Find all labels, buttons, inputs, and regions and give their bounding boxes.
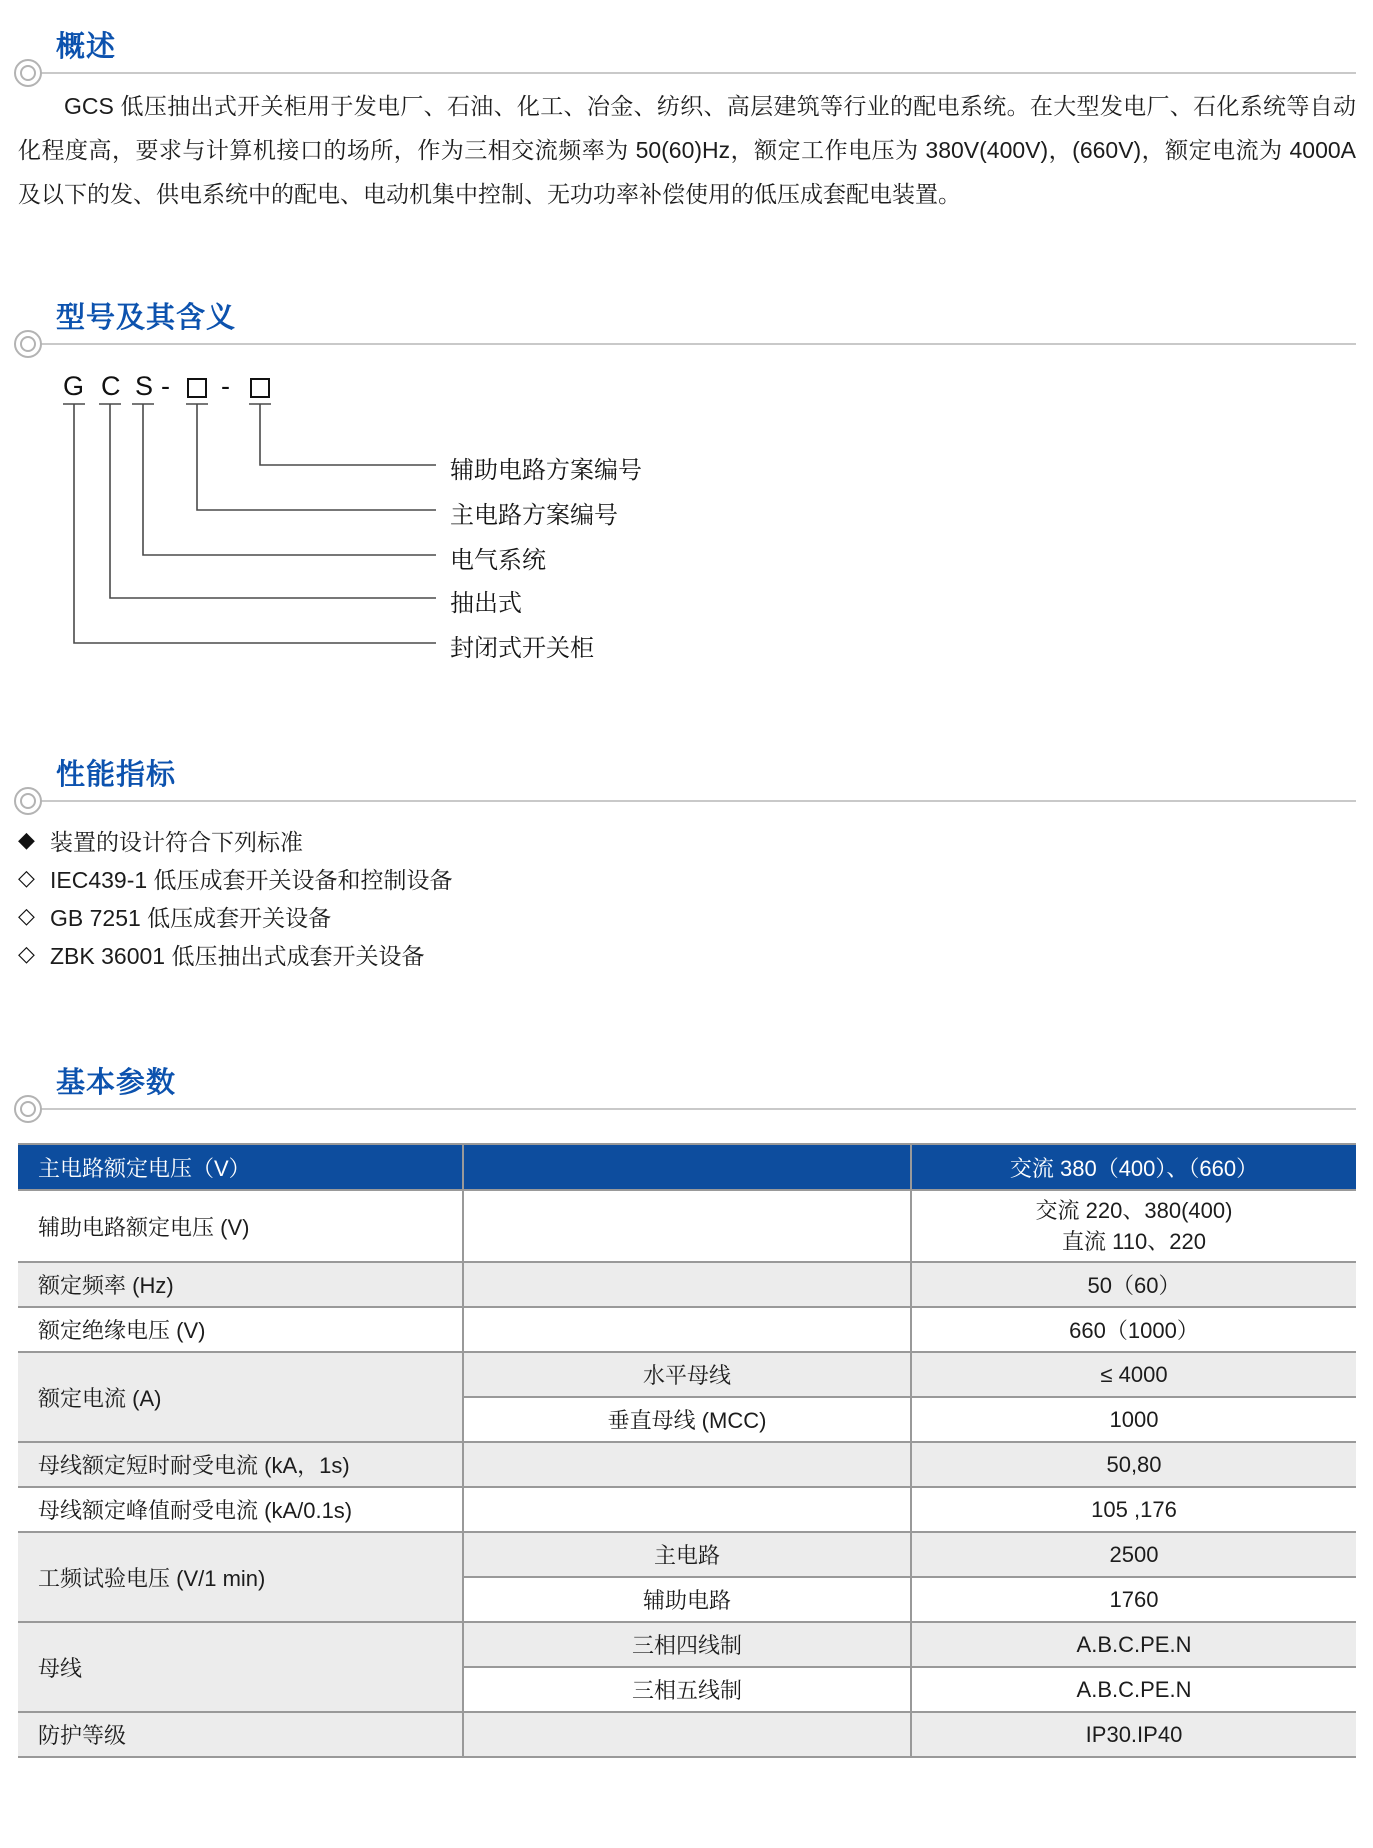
section-parameters-header <box>0 1066 1373 1124</box>
model-letter-s: S <box>135 371 154 401</box>
model-dash: - <box>161 371 170 401</box>
overview-paragraph: GCS 低压抽出式开关柜用于发电厂、石油、化工、冶金、纺织、高层建筑等行业的配电系统。在大型发电厂、石化系统等自动化程度高，要求与计算机接口的场所，作为三相交流频率为 50(60)Hz，额定工作电压为 380V(400V)，(660V)，额定电流为 4000A 及以下的发、供电系统中的配电、电动机集中控制、无功功率补偿使用的低压成套配电装置。 <box>18 93 1356 207</box>
table-row-protection <box>18 1712 1356 1757</box>
model-dash: - <box>221 371 230 401</box>
param-name-cell: 额定绝缘电压 (V) <box>18 1307 463 1352</box>
section-overview-header <box>0 30 1373 88</box>
section-rule-row <box>0 329 1373 359</box>
basic-parameters-table <box>18 1143 1356 1758</box>
diagram-label-drawout: 抽出式 <box>450 590 522 617</box>
param-value-line: 直流 110、220 <box>1062 1229 1206 1254</box>
bullet-item <box>18 935 1356 973</box>
param-name-cell: 主电路额定电压（V） <box>18 1144 463 1190</box>
model-letter-c: C <box>101 371 121 401</box>
table-row-rated-current-horizontal <box>18 1352 1356 1397</box>
section-title-overview: 概述 <box>56 31 117 63</box>
diagram-label-aux-scheme: 辅助电路方案编号 <box>450 457 642 484</box>
ring-inner-icon <box>20 65 36 81</box>
diagram-label-electrical: 电气系统 <box>450 547 546 574</box>
section-rule-row <box>0 1094 1373 1124</box>
table-row-busbar-4wire <box>18 1622 1356 1667</box>
section-model-header <box>0 301 1373 359</box>
connector-main-scheme <box>186 404 436 510</box>
double-ring-icon <box>14 59 42 87</box>
connector-electrical <box>132 404 436 555</box>
param-name-cell: 额定频率 (Hz) <box>18 1262 463 1307</box>
model-box-main-circuit-icon <box>187 378 207 398</box>
bullet-item <box>18 859 1356 897</box>
param-sub-cell <box>463 1190 911 1262</box>
table-row-main-voltage <box>18 1144 1356 1190</box>
param-sub-cell <box>463 1307 911 1352</box>
param-sub-cell: 主电路 <box>463 1532 911 1577</box>
connector-aux-scheme <box>249 404 436 465</box>
section-title-parameters: 基本参数 <box>56 1067 177 1099</box>
hollow-diamond-icon: ◇ <box>18 865 35 890</box>
param-value-cell: 50,80 <box>911 1442 1356 1487</box>
filled-diamond-icon: ◆ <box>18 827 35 852</box>
connector-drawout <box>99 404 436 598</box>
bullet-text: 装置的设计符合下列标准 <box>50 828 303 855</box>
section-rule-line <box>38 72 1356 74</box>
param-sub-cell: 水平母线 <box>463 1352 911 1397</box>
param-sub-cell: 三相四线制 <box>463 1622 911 1667</box>
double-ring-icon <box>14 1095 42 1123</box>
table-row-insulation <box>18 1307 1356 1352</box>
param-name-cell: 母线额定短时耐受电流 (kA，1s) <box>18 1442 463 1487</box>
section-rule-line <box>38 1108 1356 1110</box>
section-rule-row <box>0 786 1373 816</box>
ring-inner-icon <box>20 336 36 352</box>
bullet-item <box>18 897 1356 935</box>
param-name-cell: 母线 <box>18 1622 463 1712</box>
ring-inner-icon <box>20 793 36 809</box>
double-ring-icon <box>14 330 42 358</box>
param-name-cell: 辅助电路额定电压 (V) <box>18 1190 463 1262</box>
hollow-diamond-icon: ◇ <box>18 903 35 928</box>
param-sub-cell: 辅助电路 <box>463 1577 911 1622</box>
bullet-text: IEC439-1 低压成套开关设备和控制设备 <box>50 866 453 893</box>
diagram-label-main-scheme: 主电路方案编号 <box>450 502 618 529</box>
param-sub-cell <box>463 1487 911 1532</box>
param-value-cell <box>911 1190 1356 1262</box>
param-value-cell: 105 ,176 <box>911 1487 1356 1532</box>
param-value-cell: A.B.C.PE.N <box>911 1667 1356 1712</box>
param-sub-cell <box>463 1442 911 1487</box>
param-value-cell: ≤ 4000 <box>911 1352 1356 1397</box>
param-sub-cell <box>463 1712 911 1757</box>
param-value-cell: 交流 380（400）、（660） <box>911 1144 1356 1190</box>
double-ring-icon <box>14 787 42 815</box>
bullet-text: ZBK 36001 低压抽出式成套开关设备 <box>50 942 425 969</box>
param-sub-cell <box>463 1144 911 1190</box>
section-title-model: 型号及其含义 <box>56 302 237 334</box>
table-row-peak-withstand <box>18 1487 1356 1532</box>
param-value-line: 交流 220、380(400) <box>1035 1198 1233 1223</box>
param-name-cell: 防护等级 <box>18 1712 463 1757</box>
ring-inner-icon <box>20 1101 36 1117</box>
param-sub-cell <box>463 1262 911 1307</box>
param-value-cell: 1760 <box>911 1577 1356 1622</box>
bullet-item <box>18 821 1356 859</box>
connector-enclosed <box>63 404 436 643</box>
section-title-performance: 性能指标 <box>56 759 177 791</box>
param-value-cell: 660（1000） <box>911 1307 1356 1352</box>
table-row-frequency <box>18 1262 1356 1307</box>
bullet-text: GB 7251 低压成套开关设备 <box>50 904 332 931</box>
param-sub-cell: 垂直母线 (MCC) <box>463 1397 911 1442</box>
table-row-powerfreq-main <box>18 1532 1356 1577</box>
param-value-cell: 50（60） <box>911 1262 1356 1307</box>
performance-bullet-list <box>18 821 1356 973</box>
param-value-cell: 2500 <box>911 1532 1356 1577</box>
param-value-cell: A.B.C.PE.N <box>911 1622 1356 1667</box>
model-letter-g: G <box>63 371 85 401</box>
section-rule-line <box>38 343 1356 345</box>
param-value-cell: 1000 <box>911 1397 1356 1442</box>
section-performance-header <box>0 758 1373 816</box>
section-rule-line <box>38 800 1356 802</box>
param-name-cell: 额定电流 (A) <box>18 1352 463 1442</box>
param-name-cell: 工频试验电压 (V/1 min) <box>18 1532 463 1622</box>
param-value-cell: IP30.IP40 <box>911 1712 1356 1757</box>
model-box-aux-circuit-icon <box>250 378 270 398</box>
hollow-diamond-icon: ◇ <box>18 941 35 966</box>
table-row-short-withstand <box>18 1442 1356 1487</box>
diagram-label-enclosed: 封闭式开关柜 <box>450 635 594 662</box>
param-name-cell: 母线额定峰值耐受电流 (kA/0.1s) <box>18 1487 463 1532</box>
param-sub-cell: 三相五线制 <box>463 1667 911 1712</box>
table-row-aux-voltage <box>18 1190 1356 1262</box>
